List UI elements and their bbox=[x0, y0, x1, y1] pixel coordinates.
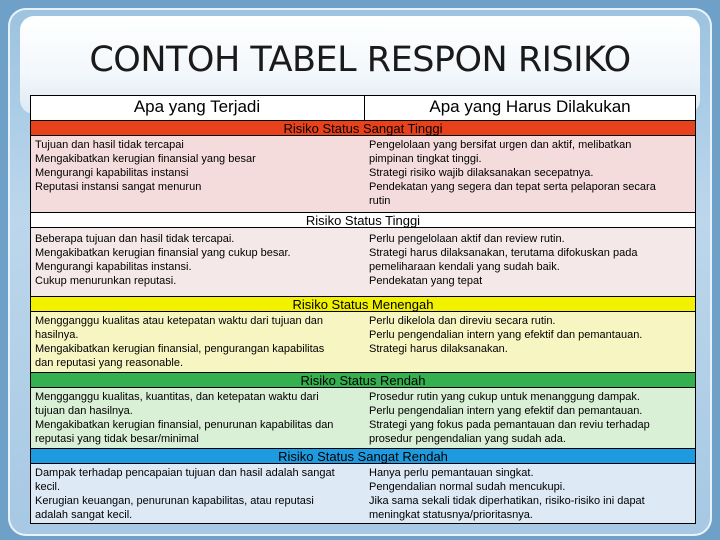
band-sangat-rendah bbox=[31, 448, 695, 464]
text-line: Mengganggu kualitas, kuantitas, dan ketepatan waktu dari bbox=[35, 391, 319, 403]
what-to-do-cell bbox=[369, 138, 693, 208]
risk-response-table bbox=[30, 95, 696, 524]
text-line: Kerugian keuangan, penurunan kapabilitas, atau reputasi bbox=[35, 495, 314, 507]
what-happens-cell bbox=[35, 232, 365, 288]
text-line: rutin bbox=[369, 195, 391, 207]
text-line: meningkat statusnya/prioritasnya. bbox=[369, 509, 533, 521]
section-row bbox=[31, 228, 695, 296]
band-rendah bbox=[31, 372, 695, 388]
section-row bbox=[31, 136, 695, 212]
band-label: Risiko Status Tinggi bbox=[305, 213, 421, 228]
text-line: tujuan dan hasilnya. bbox=[35, 405, 133, 417]
header-right: Apa yang Harus Dilakukan bbox=[429, 97, 631, 116]
header-left: Apa yang Terjadi bbox=[133, 97, 261, 116]
text-line: hasilnya. bbox=[35, 329, 79, 341]
what-happens-cell bbox=[35, 314, 365, 370]
table-header bbox=[31, 96, 695, 121]
what-to-do-cell bbox=[369, 390, 693, 446]
text-line: Dampak terhadap pencapaian tujuan dan hasil adalah sangat bbox=[35, 467, 335, 479]
band-label: Risiko Status Rendah bbox=[300, 373, 426, 388]
text-line: Mengurangi kapabilitas instansi bbox=[35, 167, 189, 179]
text-line: Strategi risiko wajib dilaksanakan secepatnya. bbox=[369, 167, 594, 179]
text-line: Reputasi instansi sangat menurun bbox=[35, 181, 202, 193]
text-line: Prosedur rutin yang cukup untuk menanggung dampak. bbox=[369, 391, 640, 403]
text-line: Mengurangi kapabilitas instansi. bbox=[35, 261, 192, 273]
text-line: Hanya perlu pemantauan singkat. bbox=[369, 467, 534, 479]
text-line: kecil. bbox=[35, 481, 61, 493]
text-line: pemeliharaan kendali yang sudah baik. bbox=[369, 261, 560, 273]
text-line: Strategi harus dilaksanakan. bbox=[369, 343, 508, 355]
text-line: Mengganggu kualitas atau ketepatan waktu dari tujuan dan bbox=[35, 315, 324, 327]
text-line: Pendekatan yang segera dan tepat serta pelaporan secara bbox=[369, 181, 656, 193]
what-to-do-cell bbox=[369, 466, 693, 522]
text-line: Jika sama sekali tidak diperhatikan, risiko-risiko ini dapat bbox=[369, 495, 645, 507]
what-happens-cell bbox=[35, 466, 365, 522]
text-line: Perlu dikelola dan direviu secara rutin. bbox=[369, 315, 556, 327]
text-line: Mengakibatkan kerugian finansial yang cukup besar. bbox=[35, 247, 291, 259]
band-label: Risiko Status Menengah bbox=[292, 297, 434, 312]
text-line: Mengakibatkan kerugian finansial, pengurangan kapabilitas bbox=[35, 343, 325, 355]
band-label: Risiko Status Sangat Tinggi bbox=[283, 121, 443, 136]
section-row bbox=[31, 312, 695, 372]
text-line: Beberapa tujuan dan hasil tidak tercapai. bbox=[35, 233, 235, 245]
text-line: Strategi harus dilaksanakan, terutama difokuskan pada bbox=[369, 247, 638, 259]
text-line: dan reputasi yang reasonable. bbox=[35, 357, 183, 369]
text-line: Mengakibatkan kerugian finansial, penurunan kapabilitas dan bbox=[35, 419, 334, 431]
section-row bbox=[31, 388, 695, 448]
band-label: Risiko Status Sangat Rendah bbox=[278, 449, 448, 464]
text-line: Pendekatan yang tepat bbox=[369, 275, 483, 287]
page-title: CONTOH TABEL RESPON RISIKO bbox=[89, 40, 631, 80]
what-happens-cell bbox=[35, 138, 365, 194]
section-row bbox=[31, 464, 695, 523]
text-line: Pengelolaan yang bersifat urgen dan aktif, melibatkan bbox=[369, 139, 632, 151]
text-line: Perlu pengendalian intern yang efektif dan pemantauan. bbox=[369, 329, 643, 341]
text-line: prosedur pengendalian yang sudah ada. bbox=[369, 433, 566, 445]
column-divider bbox=[364, 96, 365, 120]
text-line: Perlu pengendalian intern yang efektif dan pemantauan. bbox=[369, 405, 643, 417]
text-line: Perlu pengelolaan aktif dan review rutin. bbox=[369, 233, 565, 245]
text-line: Pengendalian normal sudah mencukupi. bbox=[369, 481, 566, 493]
what-to-do-cell bbox=[369, 314, 693, 356]
band-tinggi bbox=[31, 212, 695, 228]
text-line: Strategi yang fokus pada pemantauan dan reviu terhadap bbox=[369, 419, 650, 431]
text-line: pimpinan tingkat tinggi. bbox=[369, 153, 482, 165]
text-line: adalah sangat kecil. bbox=[35, 509, 133, 521]
text-line: Cukup menurunkan reputasi. bbox=[35, 275, 177, 287]
text-line: Tujuan dan hasil tidak tercapai bbox=[35, 139, 184, 151]
band-sangat-tinggi bbox=[31, 120, 695, 136]
what-to-do-cell bbox=[369, 232, 693, 288]
what-happens-cell bbox=[35, 390, 365, 446]
text-line: reputasi yang tidak besar/minimal bbox=[35, 433, 199, 445]
band-menengah bbox=[31, 296, 695, 312]
text-line: Mengakibatkan kerugian finansial yang besar bbox=[35, 153, 256, 165]
